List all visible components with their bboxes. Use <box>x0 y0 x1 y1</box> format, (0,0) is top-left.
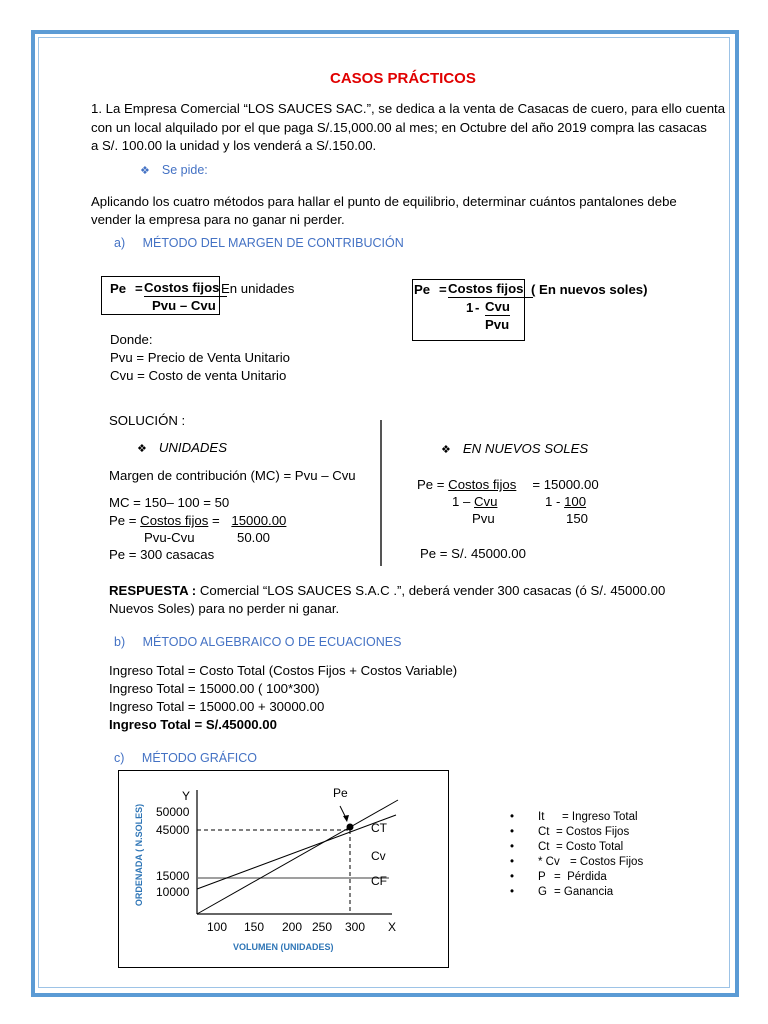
legend-eq: = <box>562 811 569 823</box>
bullet-icon: • <box>510 811 515 823</box>
diamond-bullet-icon: ❖ <box>441 444 451 456</box>
pe-units-prefix: Pe = <box>109 513 141 528</box>
y-tick-50000: 50000 <box>156 805 190 819</box>
den-left-num: Cvu <box>474 494 498 509</box>
def-pvu: Pvu = Precio de Venta Unitario <box>110 350 290 365</box>
section-b-title: MÉTODO ALGEBRAICO O DE ECUACIONES <box>142 635 402 649</box>
bullet-icon: • <box>510 871 515 883</box>
section-a-marker: a) <box>114 236 126 250</box>
formula-units-numerator: Costos fijos <box>144 280 227 297</box>
y-tick-10000: 10000 <box>156 885 190 899</box>
x-axis-letter: X <box>388 920 397 934</box>
respuesta-label: RESPUESTA : <box>109 583 197 598</box>
formula-units-eq: = <box>135 281 143 296</box>
section-c-title: MÉTODO GRÁFICO <box>141 751 257 765</box>
legend-item <box>510 825 643 840</box>
donde-label: Donde: <box>110 332 153 347</box>
legend-text: Pérdida <box>567 871 607 883</box>
problem-line-2: con un local alquilado por el que paga S/.15,000.00 al mes; en Octubre del año 2019 compra las casacas <box>91 120 707 135</box>
bullet-icon: • <box>510 826 515 838</box>
algebra-line-4: Ingreso Total = S/.45000.00 <box>109 717 277 732</box>
formula-soles-lhs: Pe <box>414 282 431 297</box>
y-tick-15000: 15000 <box>156 869 190 883</box>
legend-eq: = <box>570 856 577 868</box>
pe-soles-result: Pe = S/. 45000.00 <box>420 546 526 561</box>
y-axis-label: ORDENADA ( N.SOLES) <box>134 803 144 907</box>
pe-point <box>347 824 354 831</box>
legend-item <box>510 855 643 870</box>
pe-soles-eq: = 15000.00 <box>532 477 599 492</box>
y-tick-45000: 45000 <box>156 823 190 837</box>
pe-units-result: Pe = 300 casacas <box>109 547 215 562</box>
legend-eq: = <box>556 826 563 838</box>
pe-units-num: Costos fijos <box>140 513 209 528</box>
den-left-den: Pvu <box>472 511 495 526</box>
formula-units-denominator: Pvu – Cvu <box>152 298 216 313</box>
respuesta-line-2: Nuevos Soles) para no perder ni ganar. <box>109 601 340 616</box>
pe-units-val-den: 50.00 <box>237 530 271 545</box>
legend-text: Ingreso Total <box>571 811 638 823</box>
ct-label: CT <box>371 821 387 835</box>
pe-units-eq: = <box>208 513 224 528</box>
cv-label: Cv <box>371 849 386 863</box>
den-right-num: 100 <box>564 494 587 509</box>
pe-soles-num: Costos fijos <box>448 477 517 492</box>
algebra-line-3: Ingreso Total = 15000.00 + 30000.00 <box>109 699 325 714</box>
legend-eq: = <box>554 871 561 883</box>
den-right-den: 150 <box>566 511 589 526</box>
instruction-line-1: Aplicando los cuatro métodos para hallar el punto de equilibrio, determinar cuántos pantalones debe <box>91 194 677 209</box>
legend-eq: = <box>554 886 561 898</box>
legend-item <box>510 840 643 855</box>
legend-symbol: G <box>538 886 547 898</box>
cf-label: CF <box>371 874 387 888</box>
soles-label: EN NUEVOS SOLES <box>462 441 589 456</box>
bullet-icon: • <box>510 886 515 898</box>
formula-units-lhs: Pe <box>110 281 127 296</box>
pe-soles-prefix: Pe = <box>417 477 449 492</box>
bullet-icon: • <box>510 856 515 868</box>
cv-line <box>197 800 398 914</box>
pe-arrow-head-icon <box>343 815 349 822</box>
legend-text: Ganancia <box>563 886 614 898</box>
se-pide-label: Se pide: <box>161 163 208 177</box>
x-tick-300: 300 <box>345 920 366 934</box>
x-tick-150: 150 <box>244 920 265 934</box>
page-title: CASOS PRÁCTICOS <box>330 70 476 87</box>
solucion-label: SOLUCIÓN : <box>109 413 186 428</box>
legend-text: Costo Total <box>565 841 624 853</box>
x-tick-100: 100 <box>207 920 228 934</box>
legend-symbol: It <box>538 811 545 823</box>
den-right-prefix: 1 - <box>545 494 565 509</box>
legend-item <box>510 885 643 900</box>
legend-eq: = <box>556 841 563 853</box>
formula-soles-cvu: Cvu <box>485 299 510 314</box>
diamond-bullet-icon: ❖ <box>140 165 150 177</box>
instruction-line-2: vender la empresa para no ganar ni perder. <box>91 212 345 227</box>
algebra-line-1: Ingreso Total = Costo Total (Costos Fijos + Costos Variable) <box>109 663 458 678</box>
def-cvu: Cvu = Costo de venta Unitario <box>110 368 287 383</box>
mc-definition: Margen de contribución (MC) = Pvu – Cvu <box>109 468 356 483</box>
formula-soles-note: ( En nuevos soles) <box>531 282 648 297</box>
formula-soles-eq: = <box>439 282 447 297</box>
formula-units-note: En unidades <box>221 281 295 296</box>
pe-units-val-num: 15000.00 <box>231 513 287 528</box>
legend-text: Costos Fijos <box>579 856 644 868</box>
x-tick-250: 250 <box>312 920 333 934</box>
legend-item <box>510 810 643 825</box>
chart-legend <box>510 810 643 900</box>
mc-calculation: MC = 150– 100 = 50 <box>109 495 230 510</box>
pe-label: Pe <box>333 786 348 800</box>
section-a-title: MÉTODO DEL MARGEN DE CONTRIBUCIÓN <box>142 236 404 250</box>
bullet-icon: • <box>510 841 515 853</box>
section-b-marker: b) <box>114 635 126 649</box>
formula-soles-minus: - <box>475 300 480 315</box>
legend-item <box>510 870 643 885</box>
legend-symbol: P <box>538 871 546 883</box>
legend-symbol: * Cv <box>538 856 560 868</box>
pe-units-den: Pvu-Cvu <box>144 530 195 545</box>
legend-symbol: Ct <box>538 841 550 853</box>
formula-soles-pvu: Pvu <box>485 317 510 332</box>
diamond-bullet-icon: ❖ <box>137 443 147 455</box>
legend-symbol: Ct <box>538 826 550 838</box>
algebra-line-2: Ingreso Total = 15000.00 ( 100*300) <box>109 681 320 696</box>
x-tick-200: 200 <box>282 920 303 934</box>
formula-soles-one: 1 <box>466 300 474 315</box>
section-c-marker: c) <box>114 751 125 765</box>
formula-soles-numerator: Costos fijos <box>448 281 533 298</box>
problem-line-1: 1. La Empresa Comercial “LOS SAUCES SAC.”, se dedica a la venta de Casacas de cuero, para ello cuenta <box>91 101 726 116</box>
respuesta-text: Comercial “LOS SAUCES S.A.C .”, deberá vender 300 casacas (ó S/. 45000.00 <box>196 583 666 598</box>
x-axis-label: VOLUMEN (UNIDADES) <box>233 942 334 952</box>
den-left-prefix: 1 – <box>452 494 474 509</box>
y-axis-letter: Y <box>182 789 191 803</box>
problem-line-3: a S/. 100.00 la unidad y los venderá a S/.150.00. <box>91 138 377 153</box>
legend-text: Costos Fijos <box>565 826 630 838</box>
unidades-label: UNIDADES <box>158 440 228 455</box>
